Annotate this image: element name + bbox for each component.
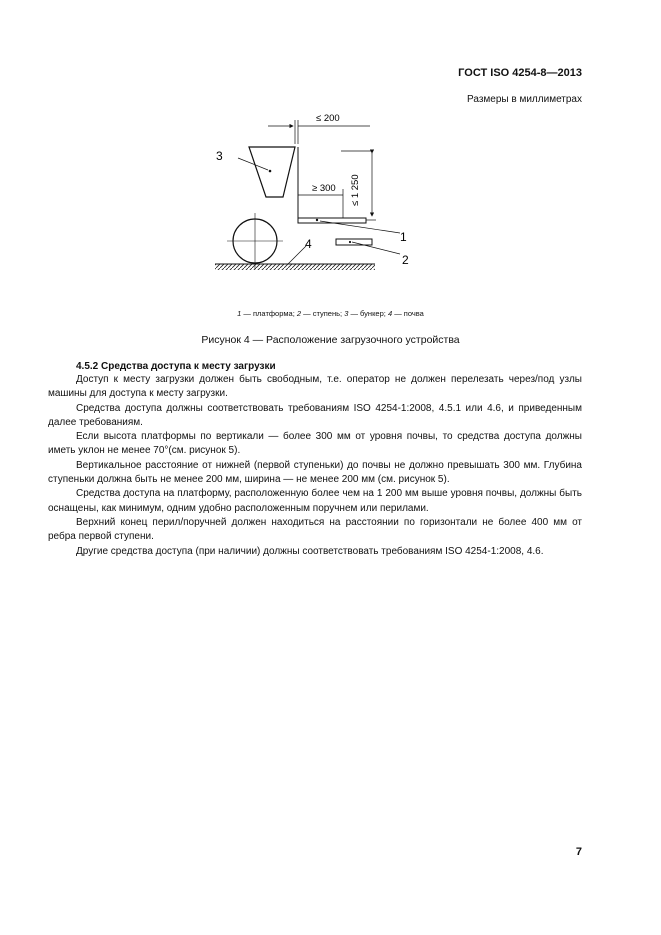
legend-num-1: 1 — [237, 309, 242, 318]
paragraph: Средства доступа на платформу, расположенную более чем на 1 200 мм выше уровня почвы, должны быть оснащены, как минимум, одним удобно расположенным поручнем или перилами. — [48, 488, 582, 514]
legend-num-2: 2 — [296, 309, 302, 318]
paragraph: Если высота платформы по вертикали — более 300 мм от уровня почвы, то средства доступа должны иметь уклон не менее 70°(см. рисунок 5). — [48, 431, 582, 457]
section-heading: 4.5.2 Средства доступа к месту загрузки — [76, 361, 276, 372]
dim-top-label: ≤ 200 — [316, 113, 340, 124]
section-body — [48, 373, 582, 559]
units-note: Размеры в миллиметрах — [467, 94, 582, 105]
standard-header: ГОСТ ISO 4254-8—2013 — [458, 67, 582, 79]
legend-text-1: — платформа; — [241, 309, 297, 318]
paragraph: Средства доступа должны соответствовать требованиям ISO 4254-1:2008, 4.5.1 или 4.6, и приведенным далее требованиям. — [48, 402, 582, 428]
paragraph: Доступ к месту загрузки должен быть свободным, т.е. оператор не должен перелезать через/под узлы машины для доступа к месту загрузки. — [48, 374, 582, 400]
platform — [298, 218, 366, 223]
legend-num-4: 4 — [387, 309, 393, 318]
paragraph: Верхний конец перил/поручней должен находиться на расстоянии по горизонтали не более 400 мм от ребра первой ступени. — [48, 516, 582, 543]
ground-hatch — [215, 264, 375, 270]
legend-text-3: — бункер; — [348, 309, 388, 318]
callout-2: 2 — [402, 253, 409, 267]
legend-num-3: 3 — [344, 309, 349, 318]
legend-text-2: — ступень; — [301, 309, 345, 318]
callout-3: 3 — [216, 149, 223, 163]
figure-drawing — [200, 108, 430, 276]
paragraph: Вертикальное расстояние от нижней (первой ступеньки) до почвы не должно превышать 300 мм. Глубина ступеньки должна быть не менее 200 мм, ширина — не менее 200 мм (см. рисунок 5). — [48, 459, 582, 486]
callout-4: 4 — [305, 237, 312, 251]
hopper — [249, 147, 295, 197]
figure-legend — [0, 309, 661, 318]
paragraph: Другие средства доступа (при наличии) должны соответствовать требованиям ISO 4254-1:2008, 4.6. — [76, 545, 544, 557]
loading-device-figure — [200, 108, 430, 281]
page-number: 7 — [575, 846, 582, 858]
dim-vertical-label: ≤ 1 250 — [350, 174, 361, 206]
figure-caption: Рисунок 4 — Расположение загрузочного устройства — [201, 334, 460, 346]
step — [336, 239, 372, 245]
dim-middle-label: ≥ 300 — [312, 183, 336, 194]
legend-text-4: — почва — [392, 309, 424, 318]
callout-1: 1 — [400, 230, 407, 244]
